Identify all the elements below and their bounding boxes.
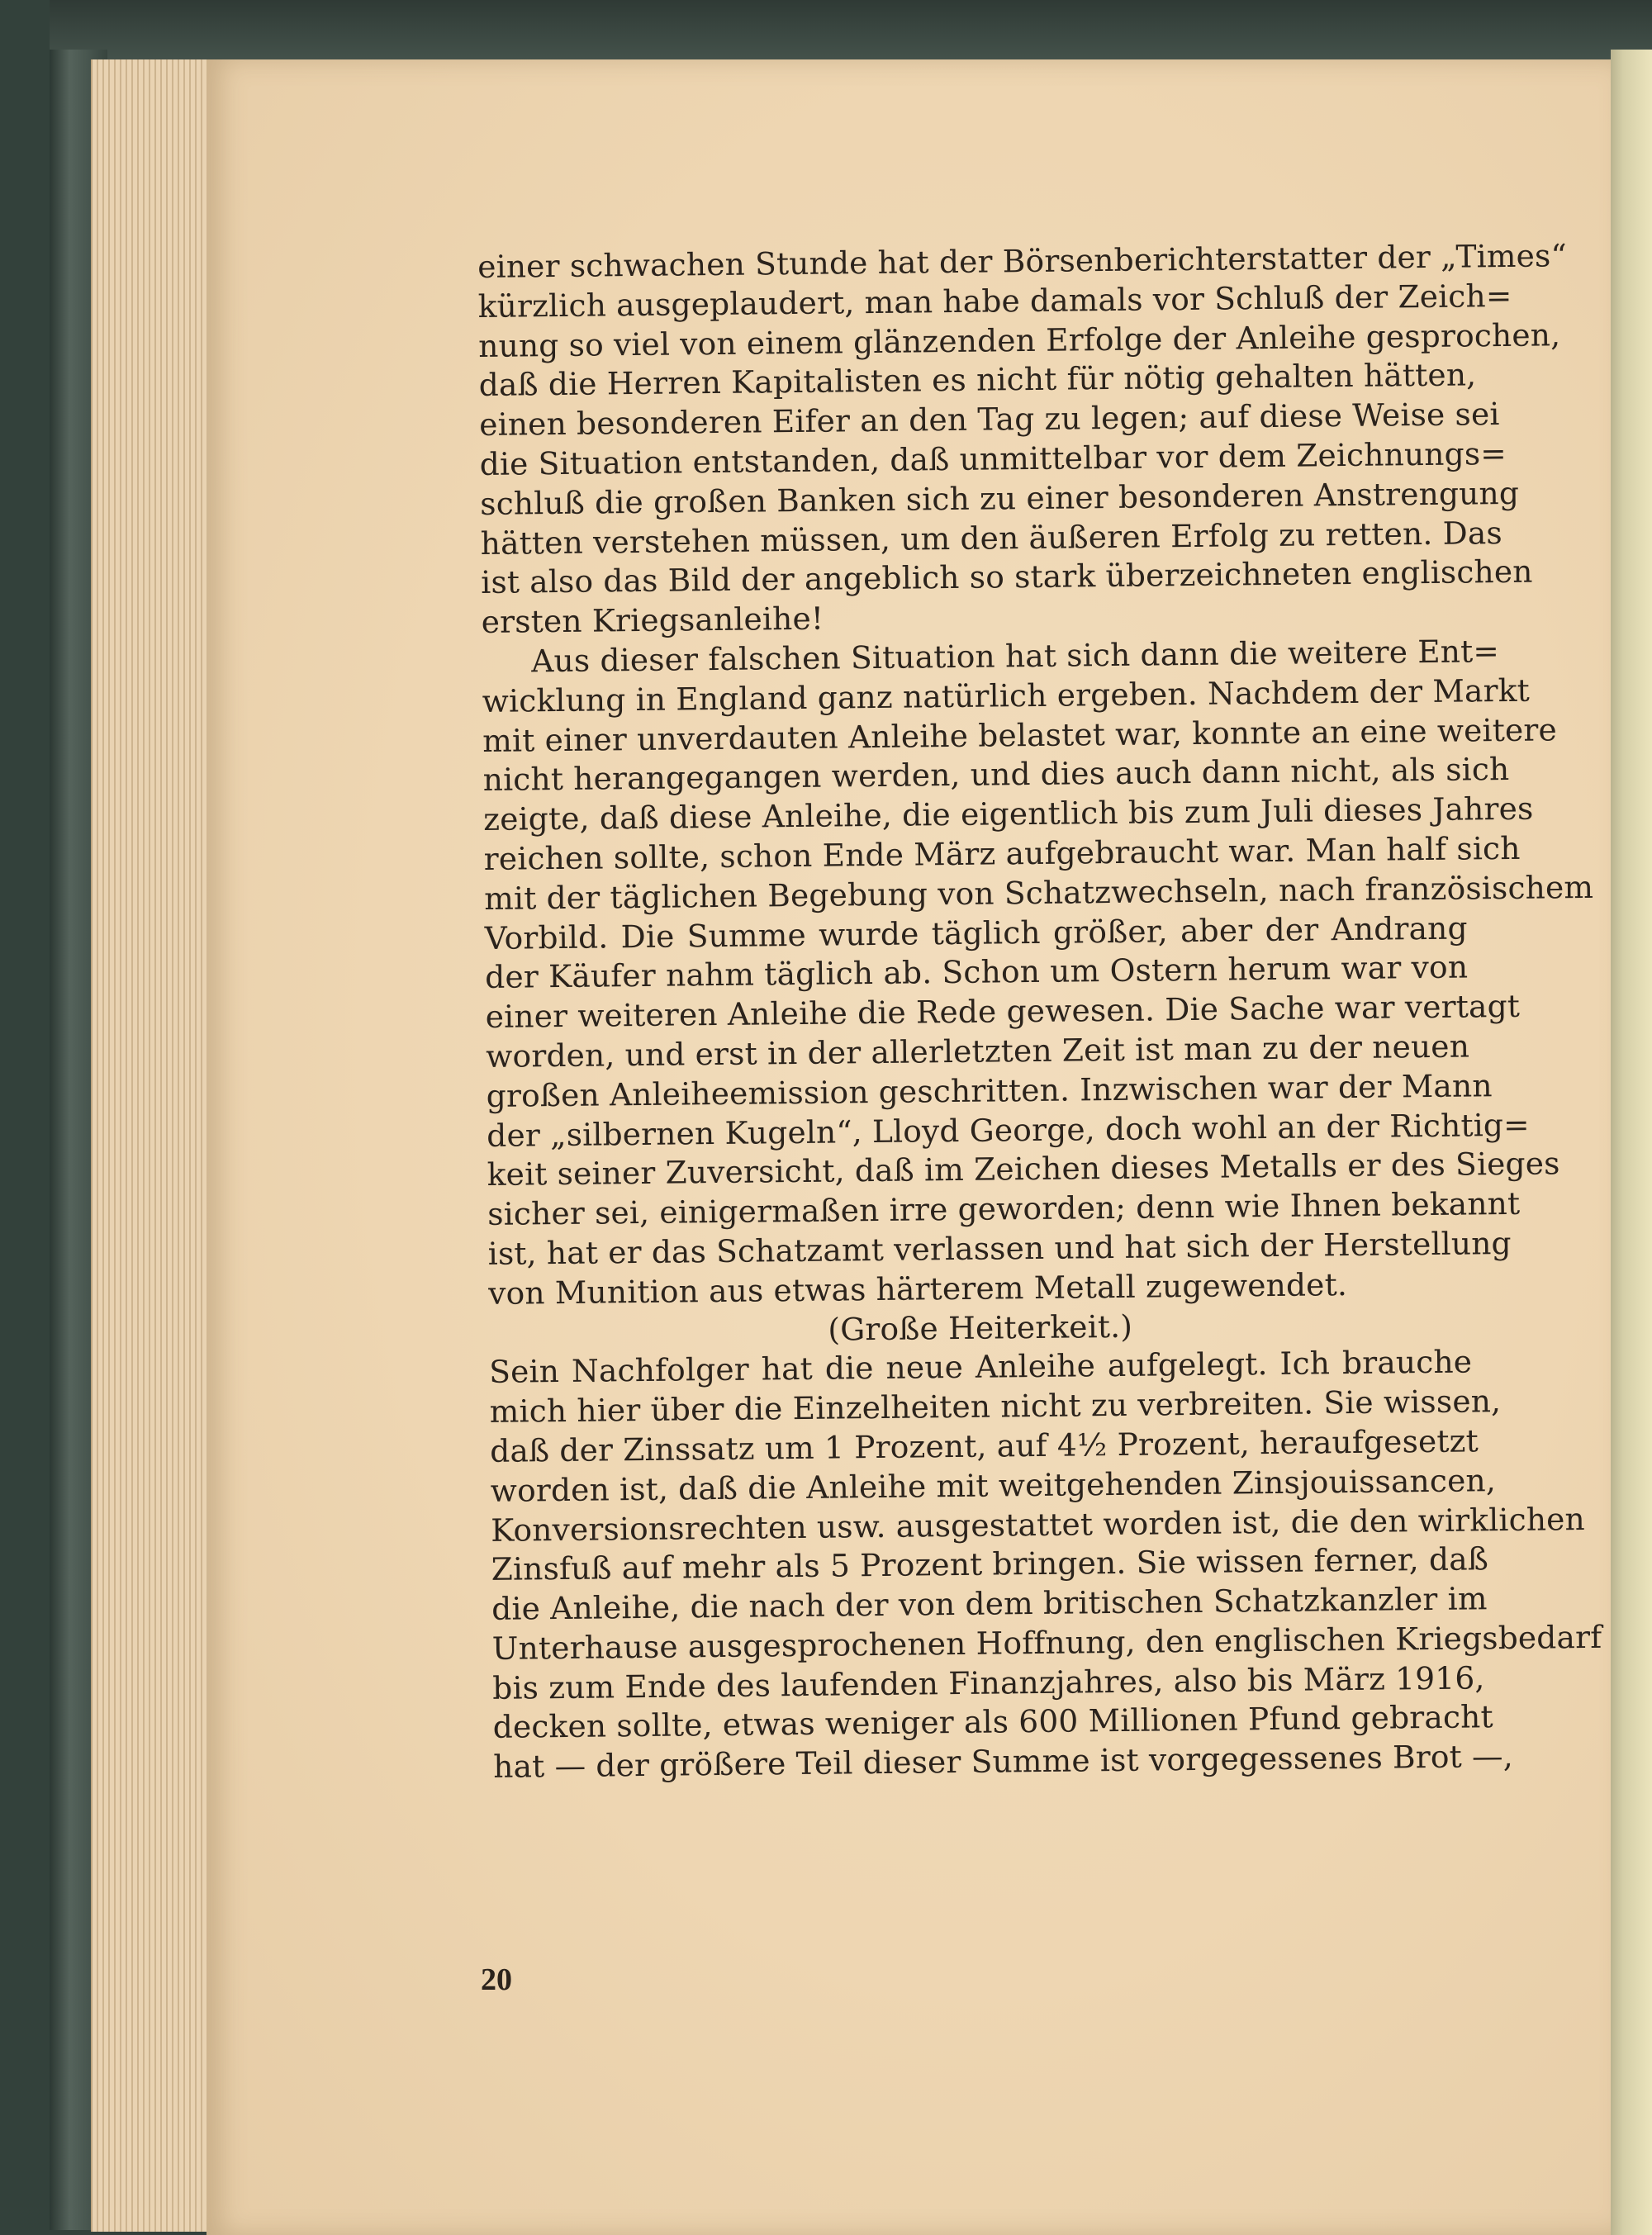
page-number: 20 — [481, 1962, 512, 1997]
text-line: einer schwachen Stunde hat der Börsenberichterstatter der „Times“ — [477, 237, 1568, 285]
text-line: reichen sollte, schon Ende März aufgebraucht war. Man half sich — [483, 829, 1521, 877]
text-line: kürzlich ausgeplaudert, man habe damals vor Schluß der Zeich= — [477, 277, 1512, 325]
text-line: mit einer unverdauten Anleihe belastet war, konnte an eine weitere — [482, 710, 1558, 759]
text-line: hat — der größere Teil dieser Summe ist vorgegessenes Brot —, — [493, 1738, 1514, 1786]
text-line: zeigte, daß diese Anleihe, die eigentlich bis zum Juli dieses Jahres — [483, 790, 1534, 838]
text-line: daß die Herren Kapitalisten es nicht für nötig gehalten hätten, — [478, 356, 1477, 404]
text-line: Unterhause ausgesprochenen Hoffnung, den englischen Kriegsbedarf — [491, 1618, 1602, 1667]
book-spine-right — [1611, 50, 1652, 2235]
text-line: einer weiteren Anleihe die Rede gewesen. Die Sache war vertagt — [485, 987, 1521, 1036]
text-line: keit seiner Zuversicht, daß im Zeichen dieses Metalls er des Sieges — [487, 1145, 1560, 1193]
text-line: Zinsfuß auf mehr als 5 Prozent bringen. Sie wissen ferner, daß — [491, 1540, 1489, 1588]
text-line: der Käufer nahm täglich ab. Schon um Ostern herum war von — [485, 948, 1469, 996]
text-line: bis zum Ende des laufenden Finanzjahres, also bis März 1916, — [492, 1659, 1485, 1706]
paragraph-end-line: ersten Kriegsanleihe! — [481, 600, 824, 641]
paragraph-start-line: Sein Nachfolger hat die neue Anleihe aufgelegt. Ich brauche — [489, 1343, 1473, 1391]
text-line: die Situation entstanden, daß unmittelbar vor dem Zeichnungs= — [479, 434, 1507, 482]
text-line: worden, und erst in der allerletzten Zeit ist man zu der neuen — [486, 1027, 1470, 1075]
text-line: schluß die großen Banken sich zu einer besonderen Anstrengung — [480, 474, 1520, 522]
page-edges-stack — [91, 59, 216, 2232]
text-line: die Anleihe, die nach der von dem britischen Schatzkanzler im — [491, 1580, 1488, 1628]
interjection-line: (Große Heiterkeit.) — [828, 1307, 1133, 1348]
text-line: ist, hat er das Schatzamt verlassen und hat sich der Herstellung — [487, 1224, 1512, 1272]
paragraph-start-line: Aus dieser falschen Situation hat sich dann die weitere Ent= — [531, 633, 1500, 680]
text-line: sicher sei, einigermaßen irre geworden; denn wie Ihnen bekannt — [487, 1184, 1521, 1233]
text-line: ist also das Bild der angeblich so stark überzeichneten englischen — [481, 553, 1533, 601]
text-line: nung so viel von einem glänzenden Erfolge der Anleihe gesprochen, — [478, 316, 1561, 364]
text-line: worden ist, daß die Anleihe mit weitgehenden Zinsjouissancen, — [490, 1461, 1497, 1509]
text-line: decken sollte, etwas weniger als 600 Millionen Pfund gebracht — [492, 1698, 1494, 1746]
text-line: daß der Zinssatz um 1 Prozent, auf 4½ Prozent, heraufgesetzt — [490, 1422, 1479, 1469]
text-line: mit der täglichen Begebung von Schatzwechseln, nach französischem — [484, 868, 1594, 917]
text-line: der „silbernen Kugeln“, Lloyd George, doch wohl an der Richtig= — [487, 1106, 1530, 1154]
text-line: einen besonderen Eifer an den Tag zu legen; auf diese Weise sei — [479, 396, 1500, 444]
text-line: wicklung in England ganz natürlich ergeben. Nachdem der Markt — [482, 671, 1531, 719]
book-cover-top-edge — [50, 0, 1652, 66]
text-line: Vorbild. Die Summe wurde täglich größer, aber der Andrang — [484, 909, 1468, 956]
text-line: großen Anleiheemission geschritten. Inzwischen war der Mann — [486, 1066, 1493, 1114]
page-body-text — [477, 237, 1602, 1787]
text-line: Konversionsrechten usw. ausgestattet worden ist, die den wirklichen — [491, 1500, 1586, 1549]
text-line: nicht herangegangen werden, und dies auch dann nicht, als sich — [482, 751, 1510, 799]
text-line: mich hier über die Einzelheiten nicht zu verbreiten. Sie wissen, — [489, 1383, 1502, 1431]
text-line: hätten verstehen müssen, um den äußeren Erfolg zu retten. Das — [480, 514, 1503, 562]
paragraph-end-line: von Munition aus etwas härterem Metall zugewendet. — [488, 1265, 1348, 1312]
